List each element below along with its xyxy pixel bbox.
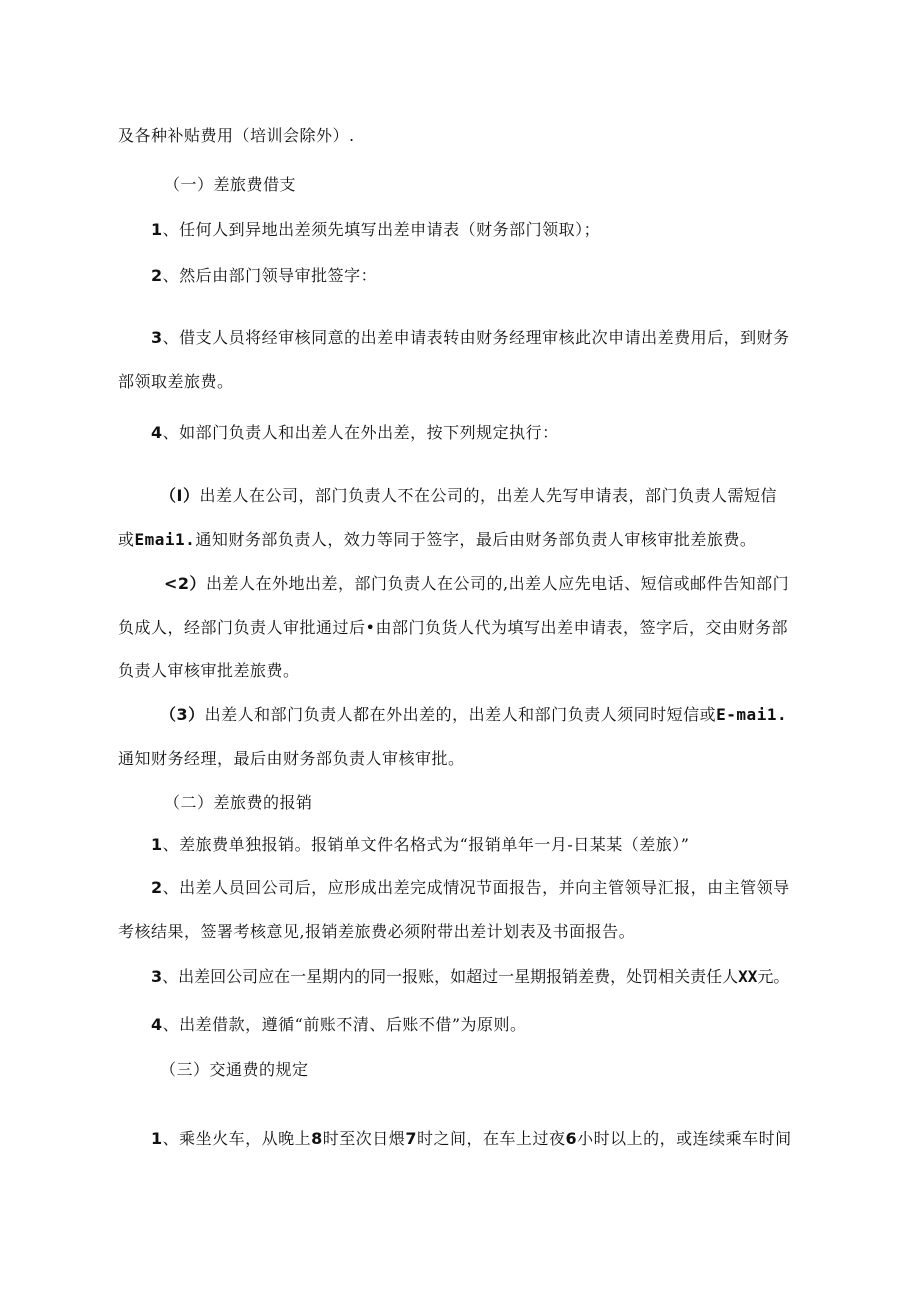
sub-item: （I）出差人在公司，部门负责人不在公司的，出差人先写申请表，部门负责人需短信 (160, 486, 777, 505)
paragraph-line: 部领取差旅费。 (118, 372, 234, 391)
list-item: 3、借支人员将经审核同意的出差申请表转由财务经理审核此次申请出差费用后，到财务 (151, 328, 790, 347)
list-item: 4、出差借款，遵循“前账不清、后账不借”为原则。 (151, 1015, 527, 1034)
section-heading: （一）差旅费借支 (164, 175, 297, 194)
paragraph-line: 通知财务经理，最后由财务部负责人审核审批。 (118, 749, 465, 768)
list-item: 1、任何人到异地出差须先填写出差申请表（财务部门领取）； (151, 220, 601, 239)
list-item: 1、差旅费单独报销。报销单文件名格式为“报销单年一月-日某某（差旅）” (151, 835, 690, 854)
paragraph-line: 或Emai1.通知财务部负责人，效力等同于签字，最后由财务部负责人审核审批差旅费。 (118, 530, 757, 549)
list-item: 2、然后由部门领导审批签字： (151, 266, 378, 285)
paragraph-line: 及各种补贴费用（培训会除外）. (118, 126, 355, 145)
section-heading: （二）差旅费的报销 (164, 793, 313, 812)
paragraph-line: 考核结果，签署考核意见,报销差旅费必须附带出差计划表及书面报告。 (118, 922, 636, 941)
section-heading: （三）交通费的规定 (160, 1060, 309, 1079)
list-item: 3、出差回公司应在一星期内的同一报账，如超过一星期报销差费，处罚相关责任人XX元。 (151, 967, 790, 986)
sub-item: （3）出差人和部门负责人都在外出差的，出差人和部门负责人须同时短信或E-mai1. (160, 705, 788, 724)
list-item: 1、乘坐火车，从晚上8时至次日煨7时之间，在车上过夜6小时以上的，或连续乘车时间 (151, 1129, 792, 1148)
paragraph-line: 负责人审核审批差旅费。 (118, 661, 300, 680)
list-item: 2、出差人员回公司后，应形成出差完成情况节面报告，并向主管领导汇报，由主管领导 (151, 878, 790, 897)
list-item: 4、如部门负责人和出差人在外出差，按下列规定执行： (151, 423, 559, 442)
paragraph-line: 负成人，经部门负责人审批通过后•由部门负货人代为填写出差申请表，签字后，交由财务部 (118, 618, 788, 637)
sub-item: <2）出差人在外地出差，部门负责人在公司的,出差人应先电话、短信或邮件告知部门 (164, 574, 790, 593)
